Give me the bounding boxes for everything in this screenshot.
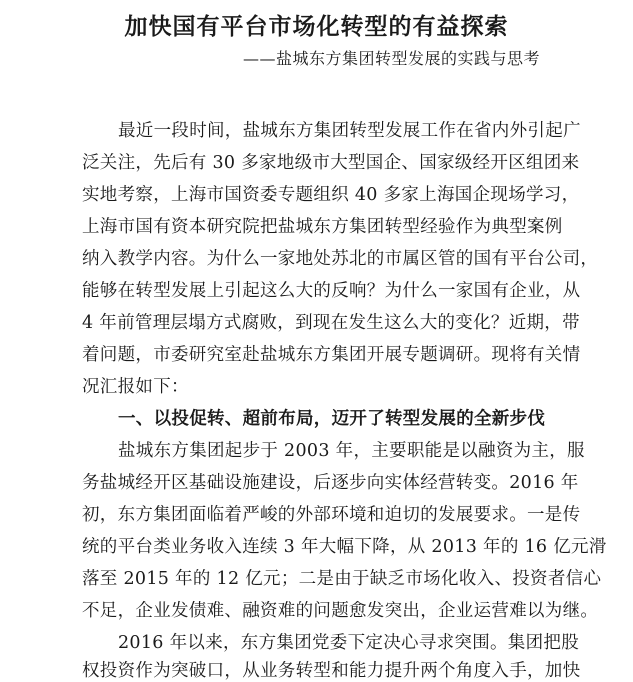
body-line: 泛关注，先后有 30 多家地级市大型国企、国家级经开区组团来: [82, 153, 580, 173]
body-line: 况汇报如下：: [82, 377, 189, 397]
document-title: 加快国有平台市场化转型的有益探索: [124, 13, 509, 40]
section-heading: 一、以投促转、超前布局，迈开了转型发展的全新步伐: [118, 409, 546, 429]
body-line: 最近一段时间，盐城东方集团转型发展工作在省内外引起广: [118, 121, 581, 141]
body-line: 权投资作为突破口，从业务转型和能力提升两个角度入手，加快: [82, 661, 581, 681]
body-line: 不足，企业发债难、融资难的问题愈发突出，企业运营难以为继。: [82, 601, 599, 621]
body-line: 2016 年以来，东方集团党委下定决心寻求突围。集团把股: [118, 633, 579, 653]
body-line: 务盐城经开区基础设施建设，后逐步向实体经营转变。2016 年: [82, 473, 579, 493]
body-line: 纳入教学内容。为什么一家地处苏北的市属区管的国有平台公司，: [82, 249, 599, 269]
body-line: 4 年前管理层塌方式腐败，到现在发生这么大的变化？近期，带: [82, 313, 580, 333]
body-line: 实地考察，上海市国资委专题组织 40 多家上海国企现场学习，: [82, 185, 580, 205]
body-line: 着问题，市委研究室赴盐城东方集团开展专题调研。现将有关情: [82, 345, 581, 365]
body-line: 盐城东方集团起步于 2003 年，主要职能是以融资为主，服: [118, 441, 585, 461]
body-line: 初，东方集团面临着严峻的外部环境和迫切的发展要求。一是传: [82, 505, 581, 525]
body-line: 落至 2015 年的 12 亿元；二是由于缺乏市场化收入、投资者信心: [82, 569, 602, 589]
body-line: 上海市国有资本研究院把盐城东方集团转型经验作为典型案例: [82, 217, 563, 237]
body-line: 统的平台类业务收入连续 3 年大幅下降，从 2013 年的 16 亿元滑: [82, 537, 607, 557]
body-line: 能够在转型发展上引起这么大的反响？为什么一家国有企业，从: [82, 281, 581, 301]
document-subtitle: ——盐城东方集团转型发展的实践与思考: [242, 49, 540, 68]
